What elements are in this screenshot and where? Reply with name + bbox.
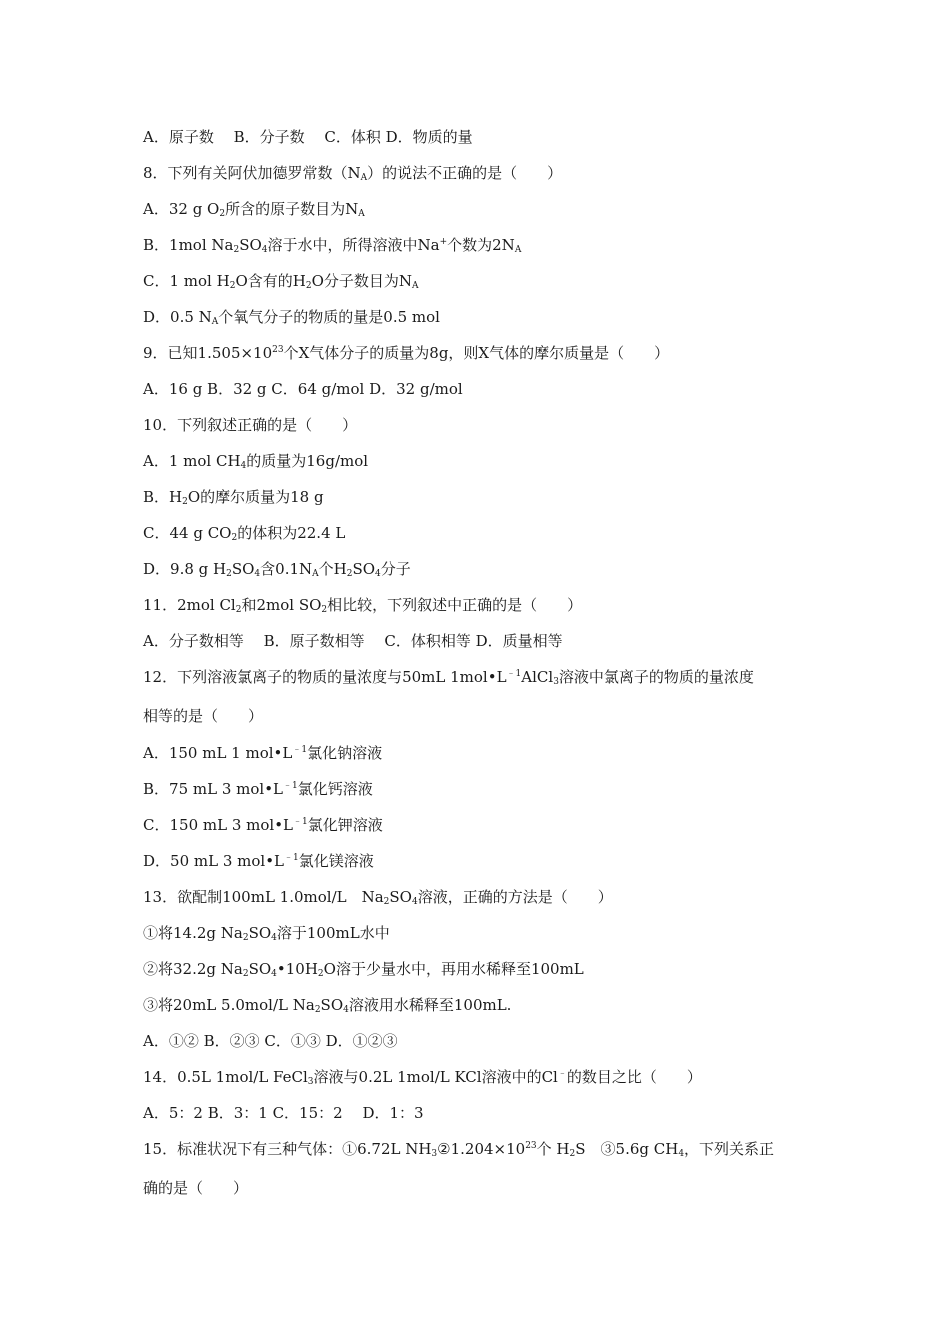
question-line: 15．标准状况下有三种气体：①6.72L $NH_3②1.204\times 10^{23}$个 $H_2S$ ③5.6g $CH_4$，下列关系正 [143,1140,775,1159]
question-line: 13．欲配制100mL 1.0mol/L $Na_2SO_4$溶液，正确的方法是（ ） [143,888,613,907]
question-line: D．0.5 $N_A$个氧气分子的物质的量是0.5 mol [143,308,440,327]
question-line: D．50 mL 3 $mol•L^{﹣1}$氯化镁溶液 [143,852,374,870]
question-line: A．1 mol $CH_4$的质量为16g/mol [143,452,369,471]
question-line: ①将14.2g $Na_2SO_4$溶于100mL水中 [143,924,390,943]
question-line: A．16 g B．32 g C．64 g/mol D．32 g/mol [143,380,463,398]
question-line: D．9.8 g $H_2SO_4$含$0.1N_A$个$H_2SO_4$分子 [143,560,411,579]
question-line: ②将32.2g $Na_2SO_4•10H_2O$溶于少量水中，再用水稀释至100mL [143,960,584,979]
question-line: A．5：2 B．3：1 C．15：2 D．1：3 [143,1104,424,1122]
question-line: A．分子数相等 B．原子数相等 C．体积相等 D．质量相等 [143,632,563,650]
question-line: 9．已知$1.505\times 10^{23}$个X气体分子的质量为8g，则X气体的摩尔质量是（ ） [143,344,670,362]
question-line: 8．下列有关阿伏加德罗常数$(N_A)$的说法不正确的是（ ） [143,164,563,183]
question-line: 12．下列溶液氯离子的物质的量浓度与50mL $1mol•L^{﹣1}AlCl_3$溶液中氯离子的物质的量浓度 [143,668,754,687]
question-line: 确的是（ ） [143,1179,249,1197]
question-line: C．150 mL 3 $mol•L^{﹣1}$氯化钾溶液 [143,816,383,834]
question-line: A．150 mL 1 $mol•L^{﹣1}$氯化钠溶液 [143,744,383,762]
question-line: B．$H_2O$的摩尔质量为18 g [143,488,324,507]
question-line: A．原子数 B．分子数 C．体积 D．物质的量 [143,128,473,146]
question-line: 相等的是（ ） [143,707,264,725]
question-line: 11．2mol $Cl_2$和2mol $SO_2$相比较，下列叙述中正确的是（ ） [143,596,583,615]
question-line: 10．下列叙述正确的是（ ） [143,416,358,434]
question-line: A．①② B．②③ C．①③ D．①②③ [143,1032,398,1050]
question-line: ③将20mL 5.0mol/L $Na_2SO_4$溶液用水稀释至100mL. [143,996,512,1015]
question-line: C．1 mol $H_2O$含有的$H_2O$分子数目为$N_A$ [143,272,419,291]
question-line: B．75 mL 3 $mol•L^{﹣1}$氯化钙溶液 [143,780,373,798]
question-line: 14．0.5L 1mol/L FeCl$_3$溶液与0.2L 1mol/L KCl溶液中的Cl﹣的数目之比（ ） [143,1068,702,1087]
question-line: C．44 g $CO_2$的体积为22.4 L [143,524,346,543]
question-line: B．1mol $Na_2SO_4$溶于水中，所得溶液中Na+个数为$2N_A$ [143,236,522,255]
question-line: A．32 g $O_2$所含的原子数目为$N_A$ [143,200,365,219]
